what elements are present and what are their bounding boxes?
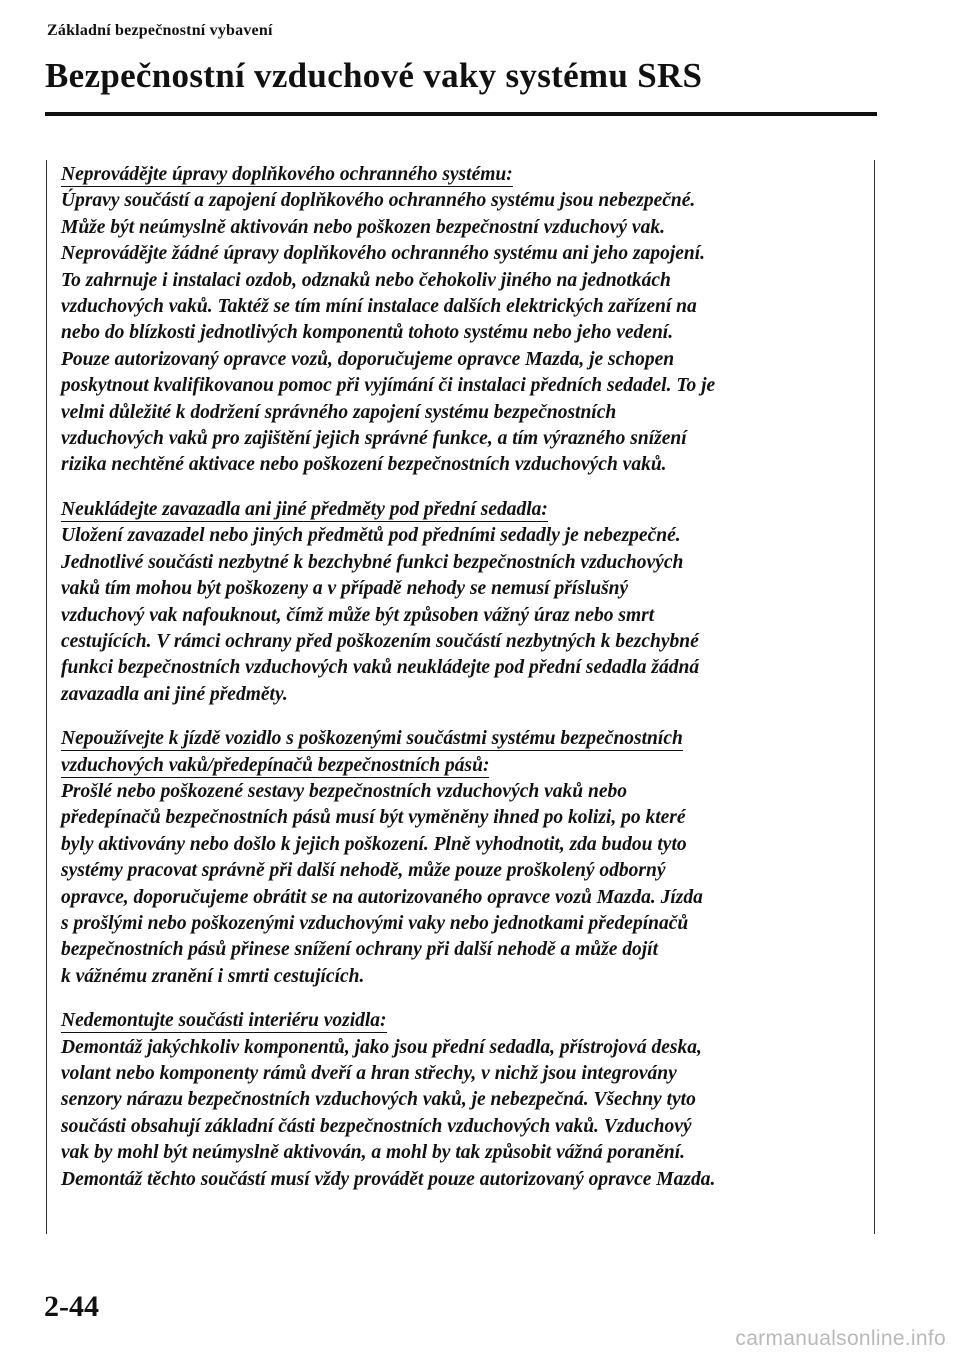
warning-heading <box>61 162 861 188</box>
warning-body-line: Úpravy součástí a zapojení doplňkového ochranného systému jsou nebezpečné. <box>61 190 696 212</box>
warning-body-line: Uložení zavazadel nebo jiných předmětů pod předními sedadly je nebezpečné. <box>61 525 681 547</box>
warning-heading <box>61 726 861 752</box>
warning-body-line: zavazadla ani jiné předměty. <box>61 683 288 705</box>
warning-body-line: opravce, doporučujeme obrátit se na autorizovaného opravce vozů Mazda. Jízda <box>61 886 703 908</box>
warning-block <box>61 726 861 990</box>
warning-body-line: předepínačů bezpečnostních pásů musí být vyměněny ihned po kolizi, po které <box>61 807 686 829</box>
warning-body-line: cestujících. V rámci ochrany před poškozením součástí nezbytných k bezchybné <box>61 630 699 652</box>
warning-body-line: funkci bezpečnostních vzduchových vaků neukládejte pod přední sedadla žádná <box>61 657 700 679</box>
warning-block <box>61 1008 861 1193</box>
warning-body-line: Demontáž jakýchkoliv komponentů, jako jsou přední sedadla, přístrojová deska, <box>61 1036 702 1058</box>
warning-body-line: poskytnout kvalifikovanou pomoc při vyjímání či instalaci předních sedadel. To je <box>61 375 716 397</box>
warning-body-line: senzory nárazu bezpečnostních vzduchových vaků, je nebezpečná. Všechny tyto <box>61 1089 696 1111</box>
warning-body-line: To zahrnuje i instalaci ozdob, odznaků nebo čehokoliv jiného na jednotkách <box>61 269 671 291</box>
warning-body-line: rizika nechtěné aktivace nebo poškození bezpečnostních vzduchových vaků. <box>61 454 667 476</box>
warning-heading-text: vzduchových vaků/předepínačů bezpečnostních pásů: <box>61 754 490 776</box>
warning-body-line: součásti obsahují základní části bezpečnostních vzduchových vaků. Vzduchový <box>61 1115 692 1137</box>
warning-box <box>46 160 875 1234</box>
warning-body-line: nebo do blízkosti jednotlivých komponentů tohoto systému nebo jeho vedení. <box>61 322 674 344</box>
warning-heading <box>61 1008 861 1034</box>
warning-block <box>61 497 861 708</box>
section-label: Základní bezpečnostní vybavení <box>47 22 273 39</box>
warning-heading-text: Nepoužívejte k jízdě vozidlo s poškozenými součástmi systému bezpečnostních <box>61 728 683 750</box>
warning-heading-text: Nedemontujte součásti interiéru vozidla: <box>61 1010 387 1032</box>
title-rule <box>45 112 877 116</box>
warning-heading-text: Neukládejte zavazadla ani jiné předměty pod přední sedadla: <box>61 498 548 520</box>
warning-body-line: Neprovádějte žádné úpravy doplňkového ochranného systému ani jeho zapojení. <box>61 243 706 265</box>
warning-body-line: bezpečnostních pásů přinese snížení ochrany při další nehodě a může dojít <box>61 939 658 961</box>
warning-body-line: s prošlými nebo poškozenými vzduchovými vaky nebo jednotkami předepínačů <box>61 912 689 934</box>
page-number: 2-44 <box>44 1290 99 1323</box>
warning-body-line: vzduchový vak nafouknout, čímž může být způsoben vážný úraz nebo smrt <box>61 604 655 626</box>
warning-heading <box>61 753 861 779</box>
warning-heading-text: Neprovádějte úpravy doplňkového ochranného systému: <box>61 164 513 185</box>
watermark: carmanualsonline.info <box>735 1327 946 1350</box>
warning-body-line: Může být neúmyslně aktivován nebo poškozen bezpečnostní vzduchový vak. <box>61 216 665 238</box>
warning-body-line: velmi důležité k dodržení správného zapojení systému bezpečnostních <box>61 401 617 423</box>
warning-content <box>61 162 861 1193</box>
warning-body-line: vzduchových vaků. Taktéž se tím míní instalace dalších elektrických zařízení na <box>61 296 697 318</box>
warning-heading <box>61 497 861 523</box>
warning-body-line: volant nebo komponenty rámů dveří a hran střechy, v nichž jsou integrovány <box>61 1063 677 1084</box>
warning-body-line: Jednotlivé součásti nezbytné k bezchybné funkci bezpečnostních vzduchových <box>61 551 684 573</box>
page-title: Bezpečnostní vzduchové vaky systému SRS <box>45 56 703 95</box>
warning-body-line: byly aktivovány nebo došlo k jejich poškození. Plně vyhodnotit, zda budou tyto <box>61 833 687 855</box>
warning-body-line: Prošlé nebo poškozené sestavy bezpečnostních vzduchových vaků nebo <box>61 780 627 802</box>
warning-body-line: vzduchových vaků pro zajištění jejich správné funkce, a tím výrazného snížení <box>61 428 687 450</box>
warning-body-line: systémy pracovat správně při další nehodě, může pouze proškolený odborný <box>61 860 666 882</box>
warning-body-line: k vážnému zranění i smrti cestujících. <box>61 965 365 987</box>
warning-body-line: vak by mohl být neúmyslně aktivován, a mohl by tak způsobit vážná poranění. <box>61 1142 686 1164</box>
warning-block <box>61 162 861 479</box>
warning-body-line: Demontáž těchto součástí musí vždy provádět pouze autorizovaný opravce Mazda. <box>61 1168 716 1190</box>
warning-body-line: Pouze autorizovaný opravce vozů, doporučujeme opravce Mazda, je schopen <box>61 348 675 370</box>
warning-body-line: vaků tím mohou být poškozeny a v případě nehody se nemusí příslušný <box>61 578 629 600</box>
